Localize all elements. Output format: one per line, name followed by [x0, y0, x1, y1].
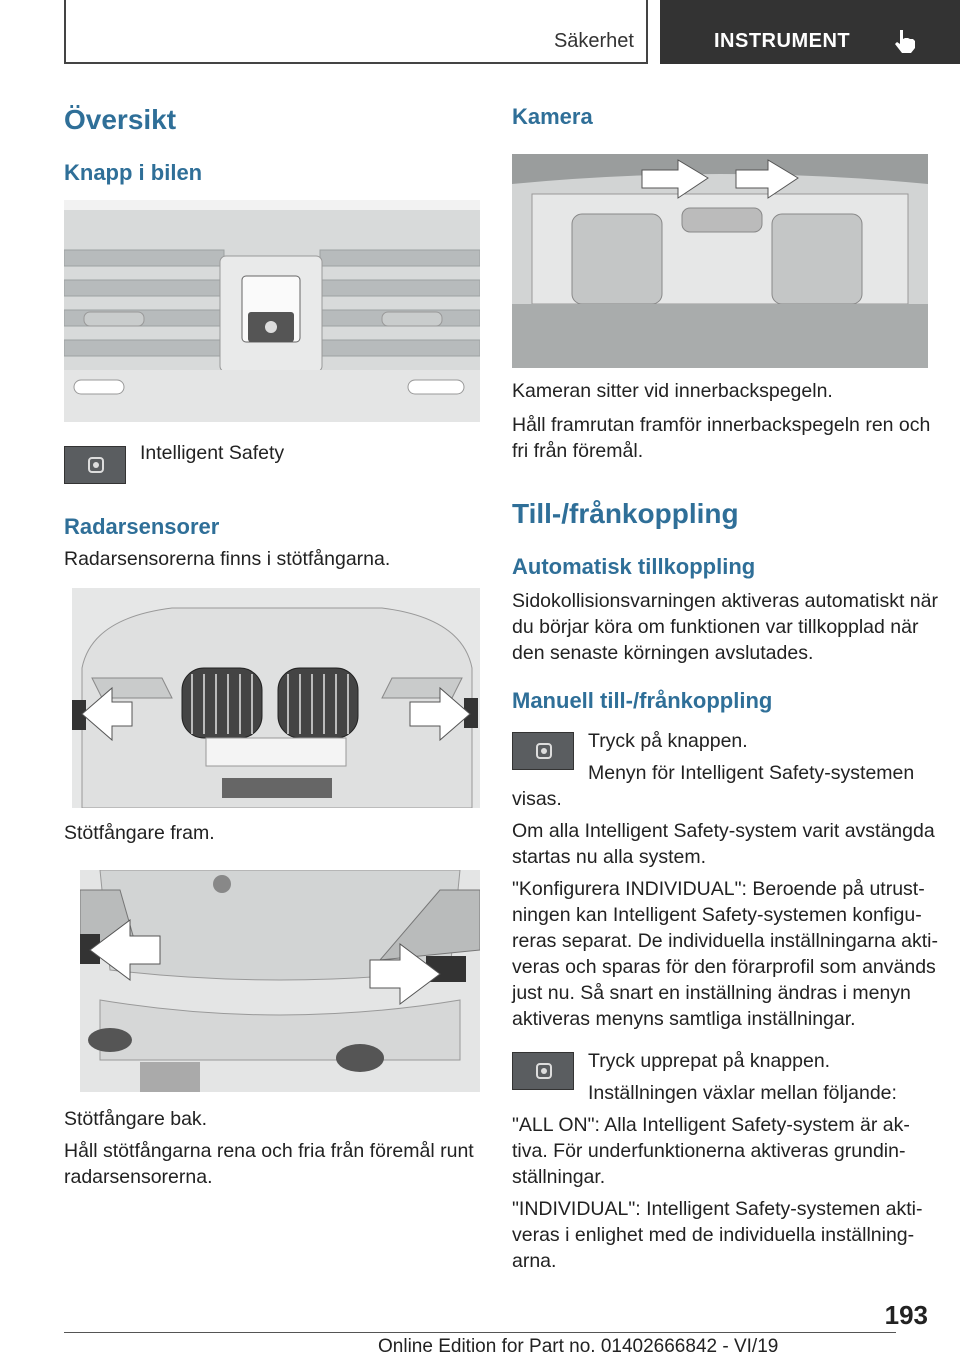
configure-line-5: just nu. Så snart en inställning ändras i menyn — [512, 982, 911, 1004]
all-on-line-3: ställningar. — [512, 1166, 606, 1188]
configure-line-6: aktiveras menyns samtliga inställningar. — [512, 1008, 856, 1030]
switch-text: Inställningen växlar mellan följande: — [588, 1082, 897, 1104]
dashboard-button-image — [64, 200, 480, 422]
on-off-title: Till-/frånkoppling — [512, 498, 739, 529]
section-tab — [64, 0, 648, 64]
configure-line-2: ningen kan Intelligent Safety-systemen konfigu- — [512, 904, 922, 926]
camera-clean-line-2: fri från föremål. — [512, 440, 644, 462]
rear-bumper-image — [80, 870, 480, 1092]
press-repeat-text: Tryck upprepat på knappen. — [588, 1050, 831, 1072]
menu-shown-line-1: Menyn för Intelligent Safety-systemen — [588, 762, 915, 784]
button-caption: Intelligent Safety — [140, 442, 285, 464]
page-number: 193 — [884, 1300, 928, 1330]
all-off-line-2: startas nu alla system. — [512, 846, 706, 868]
front-bumper-caption: Stötfångare fram. — [64, 822, 215, 844]
keep-clean-line-1: Håll stötfångarna rena och fria från föremål runt — [64, 1140, 474, 1162]
footer-edition: Online Edition for Part no. 01402666842 - VI/19 — [378, 1336, 779, 1357]
section-label: Säkerhet — [553, 30, 634, 52]
auto-on-line-3: den senaste körningen avslutades. — [512, 642, 814, 664]
all-on-line-1: "ALL ON": Alla Intelligent Safety-system är ak- — [512, 1114, 910, 1136]
camera-location-text: Kameran sitter vid innerbackspegeln. — [512, 380, 833, 402]
rear-bumper-caption: Stötfångare bak. — [64, 1108, 208, 1130]
configure-line-1: "Konfigurera INDIVIDUAL": Beroende på utrust- — [512, 878, 925, 900]
page-title: Översikt — [64, 104, 177, 135]
intelligent-safety-button-icon — [64, 446, 126, 484]
menu-shown-line-2: visas. — [512, 788, 562, 810]
all-off-line-1: Om alla Intelligent Safety-system varit avstängda — [512, 820, 935, 842]
individual-line-1: "INDIVIDUAL": Intelligent Safety-systemen akti- — [512, 1198, 923, 1220]
subtitle-button-in-car: Knapp i bilen — [64, 160, 203, 185]
keep-clean-line-2: radarsensorerna. — [64, 1166, 213, 1188]
chapter-tab — [660, 0, 960, 64]
all-on-line-2: tiva. För underfunktionerna aktiveras grundin- — [512, 1140, 906, 1162]
press-button-text: Tryck på knappen. — [588, 730, 748, 752]
front-bumper-image — [72, 588, 480, 808]
camera-title: Kamera — [512, 104, 593, 129]
auto-on-title: Automatisk tillkoppling — [512, 554, 756, 579]
footer-divider — [64, 1332, 896, 1333]
radar-location-text: Radarsensorerna finns i stötfångarna. — [64, 548, 391, 570]
camera-clean-line-1: Håll framrutan framför innerbackspegeln ren och — [512, 414, 931, 436]
auto-on-line-1: Sidokollisionsvarningen aktiveras automatiskt när — [512, 590, 938, 612]
auto-on-line-2: du börjar köra om funktionen var tillkopplad när — [512, 616, 919, 638]
individual-line-3: arna. — [512, 1250, 557, 1272]
individual-line-2: veras i enlighet med de individuella inställning- — [512, 1224, 915, 1246]
hand-pointer-icon — [892, 28, 918, 54]
configure-line-3: reras separat. De individuella inställningarna akti- — [512, 930, 938, 952]
configure-line-4: veras och sparas för den förarprofil som används — [512, 956, 936, 978]
camera-image — [512, 154, 928, 368]
safety-button-icon-1 — [512, 732, 574, 770]
safety-button-icon-2 — [512, 1052, 574, 1090]
chapter-label: INSTRUMENT — [714, 30, 851, 52]
manual-title: Manuell till-/frånkoppling — [512, 688, 773, 713]
subtitle-radar-sensors: Radarsensorer — [64, 514, 220, 539]
